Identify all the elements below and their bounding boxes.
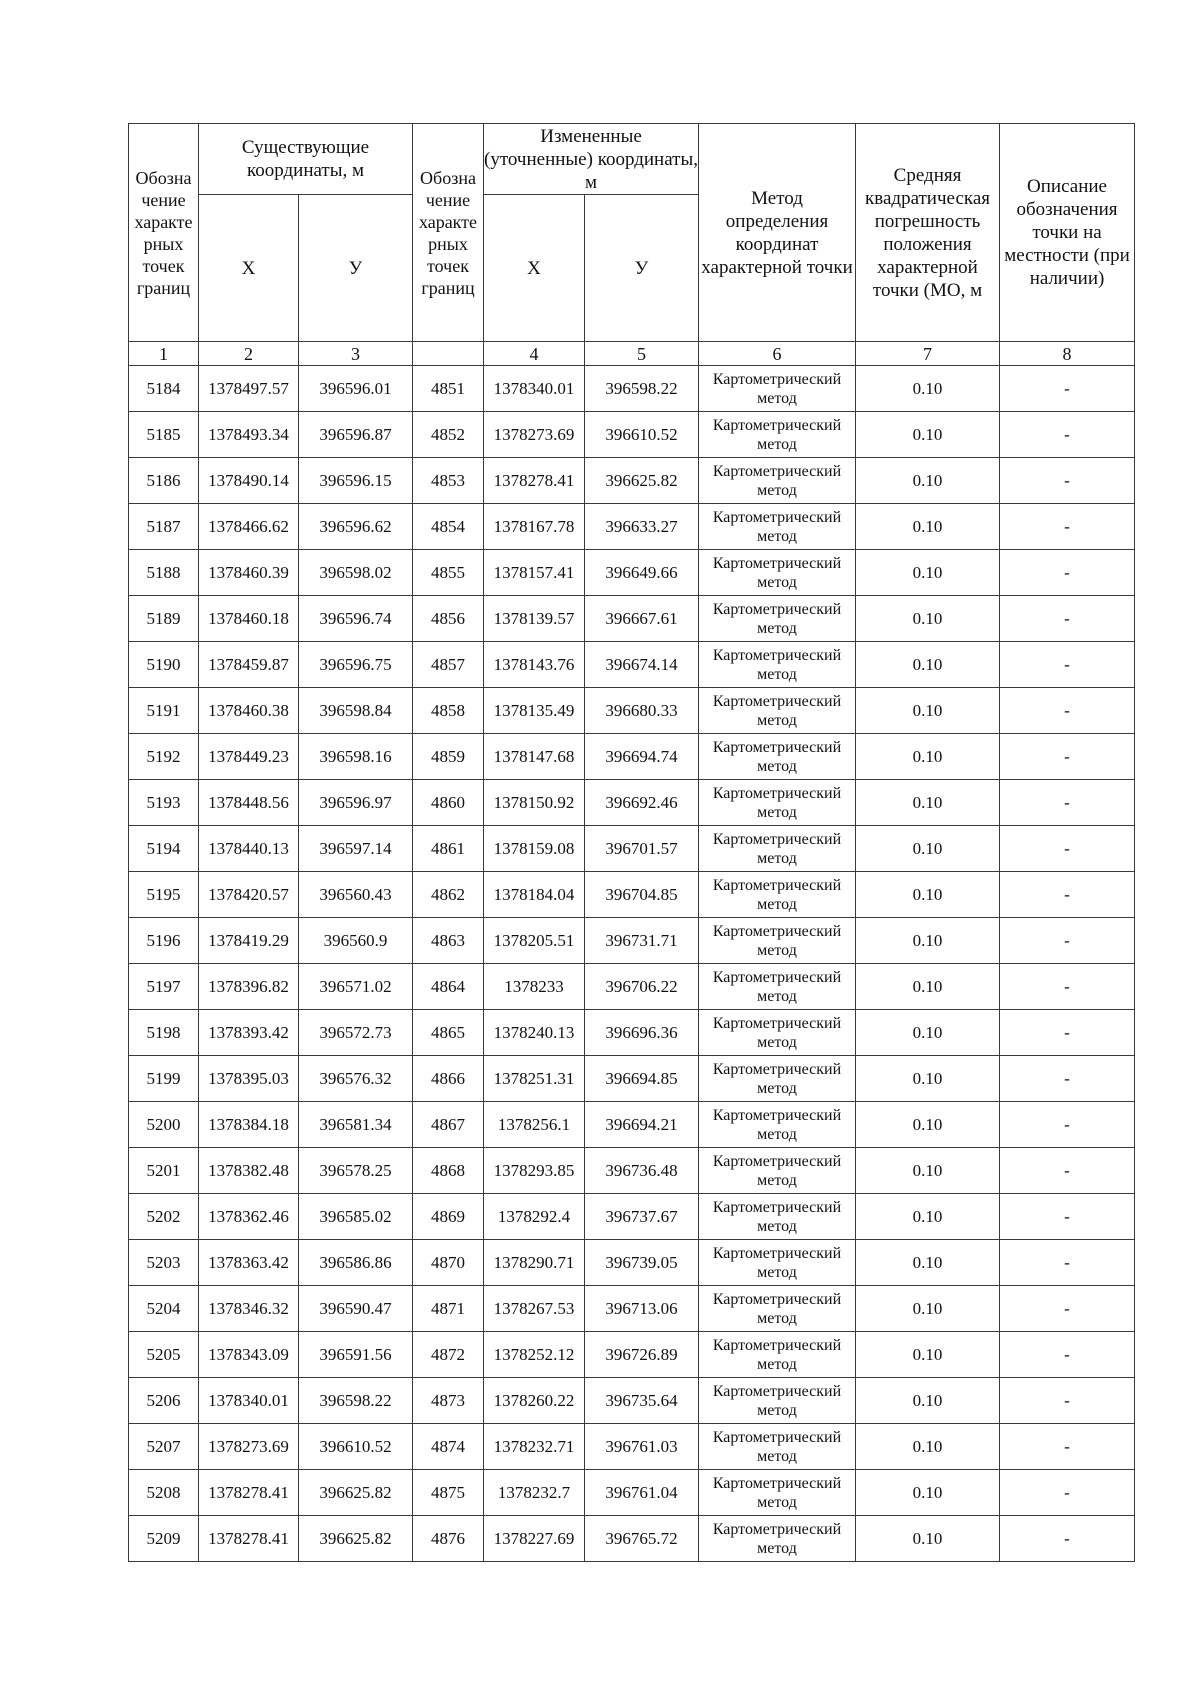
cell-point-id: 5186 [129, 458, 199, 504]
cell-changed-x: 1378232.7 [484, 1470, 585, 1516]
table-row [129, 596, 1135, 642]
cell-changed-x: 1378159.08 [484, 826, 585, 872]
cell-point-id-new: 4868 [413, 1148, 484, 1194]
cell-existing-y: 396598.16 [299, 734, 413, 780]
cell-existing-y: 396598.84 [299, 688, 413, 734]
cell-existing-y: 396596.62 [299, 504, 413, 550]
cell-method: Картометрический метод [699, 1194, 856, 1240]
cell-changed-x: 1378260.22 [484, 1378, 585, 1424]
cell-method: Картометрический метод [699, 1010, 856, 1056]
cell-changed-y: 396739.05 [585, 1240, 699, 1286]
header-changed-coords: Измененные (уточненные) координаты, м [484, 125, 698, 193]
cell-existing-y: 396590.47 [299, 1286, 413, 1332]
cell-method: Картометрический метод [699, 458, 856, 504]
cell-existing-y: 396560.9 [299, 918, 413, 964]
cell-existing-x: 1378346.32 [199, 1286, 299, 1332]
cell-point-id: 5192 [129, 734, 199, 780]
cell-method: Картометрический метод [699, 1286, 856, 1332]
cell-accuracy: 0.10 [856, 1470, 1000, 1516]
cell-description: - [1000, 1424, 1135, 1470]
cell-point-id: 5194 [129, 826, 199, 872]
cell-method: Картометрический метод [699, 1102, 856, 1148]
cell-point-id: 5201 [129, 1148, 199, 1194]
cell-changed-y: 396761.03 [585, 1424, 699, 1470]
cell-accuracy: 0.10 [856, 596, 1000, 642]
cell-existing-y: 396578.25 [299, 1148, 413, 1194]
cell-changed-x: 1378147.68 [484, 734, 585, 780]
cell-method: Картометрический метод [699, 1470, 856, 1516]
cell-point-id: 5209 [129, 1516, 199, 1562]
cell-method: Картометрический метод [699, 1148, 856, 1194]
cell-changed-y: 396610.52 [585, 412, 699, 458]
cell-existing-y: 396598.22 [299, 1378, 413, 1424]
cell-existing-y: 396585.02 [299, 1194, 413, 1240]
cell-point-id-new: 4870 [413, 1240, 484, 1286]
cell-description: - [1000, 918, 1135, 964]
cell-changed-x: 1378157.41 [484, 550, 585, 596]
cell-description: - [1000, 734, 1135, 780]
header-changed-x: Х [484, 195, 585, 342]
cell-existing-x: 1378420.57 [199, 872, 299, 918]
table-row [129, 1010, 1135, 1056]
cell-existing-x: 1378278.41 [199, 1516, 299, 1562]
table-row [129, 1056, 1135, 1102]
cell-changed-y: 396713.06 [585, 1286, 699, 1332]
table-row [129, 1424, 1135, 1470]
cell-changed-x: 1378252.12 [484, 1332, 585, 1378]
cell-accuracy: 0.10 [856, 1378, 1000, 1424]
cell-accuracy: 0.10 [856, 688, 1000, 734]
cell-description: - [1000, 1194, 1135, 1240]
cell-changed-x: 1378240.13 [484, 1010, 585, 1056]
cell-changed-x: 1378143.76 [484, 642, 585, 688]
cell-existing-x: 1378278.41 [199, 1470, 299, 1516]
cell-description: - [1000, 780, 1135, 826]
cell-point-id: 5202 [129, 1194, 199, 1240]
table-row [129, 688, 1135, 734]
cell-accuracy: 0.10 [856, 872, 1000, 918]
cell-description: - [1000, 412, 1135, 458]
cell-method: Картометрический метод [699, 918, 856, 964]
cell-accuracy: 0.10 [856, 458, 1000, 504]
table-row [129, 780, 1135, 826]
cell-point-id: 5196 [129, 918, 199, 964]
cell-existing-x: 1378340.01 [199, 1378, 299, 1424]
cell-changed-y: 396726.89 [585, 1332, 699, 1378]
table-row [129, 1194, 1135, 1240]
cell-existing-y: 396597.14 [299, 826, 413, 872]
header-changed-y: У [585, 195, 699, 342]
cell-existing-y: 396581.34 [299, 1102, 413, 1148]
cell-existing-x: 1378362.46 [199, 1194, 299, 1240]
cell-accuracy: 0.10 [856, 642, 1000, 688]
header-point-id: Обозна чение характе рных точек границ [129, 124, 199, 342]
cell-accuracy: 0.10 [856, 1148, 1000, 1194]
document-page [128, 123, 1134, 1562]
cell-existing-x: 1378440.13 [199, 826, 299, 872]
cell-point-id-new: 4859 [413, 734, 484, 780]
cell-point-id-new: 4858 [413, 688, 484, 734]
table-body [129, 366, 1135, 1562]
cell-point-id: 5208 [129, 1470, 199, 1516]
cell-accuracy: 0.10 [856, 1240, 1000, 1286]
cell-changed-y: 396735.64 [585, 1378, 699, 1424]
cell-changed-x: 1378167.78 [484, 504, 585, 550]
cell-method: Картометрический метод [699, 1424, 856, 1470]
cell-changed-x: 1378135.49 [484, 688, 585, 734]
cell-point-id: 5199 [129, 1056, 199, 1102]
column-number: 2 [199, 342, 299, 366]
table-row [129, 1332, 1135, 1378]
cell-existing-y: 396596.01 [299, 366, 413, 412]
cell-description: - [1000, 1010, 1135, 1056]
cell-description: - [1000, 550, 1135, 596]
cell-point-id-new: 4857 [413, 642, 484, 688]
cell-changed-x: 1378278.41 [484, 458, 585, 504]
cell-existing-x: 1378460.18 [199, 596, 299, 642]
cell-existing-x: 1378419.29 [199, 918, 299, 964]
cell-accuracy: 0.10 [856, 550, 1000, 596]
cell-point-id: 5207 [129, 1424, 199, 1470]
cell-description: - [1000, 872, 1135, 918]
cell-accuracy: 0.10 [856, 734, 1000, 780]
cell-accuracy: 0.10 [856, 780, 1000, 826]
cell-method: Картометрический метод [699, 826, 856, 872]
table-row [129, 1102, 1135, 1148]
table-row [129, 642, 1135, 688]
table-row [129, 1148, 1135, 1194]
cell-changed-x: 1378251.31 [484, 1056, 585, 1102]
cell-changed-x: 1378256.1 [484, 1102, 585, 1148]
header-existing-coords: Существующие координаты, м [199, 124, 413, 195]
cell-point-id-new: 4871 [413, 1286, 484, 1332]
cell-description: - [1000, 964, 1135, 1010]
cell-changed-y: 396704.85 [585, 872, 699, 918]
cell-point-id-new: 4852 [413, 412, 484, 458]
cell-existing-y: 396571.02 [299, 964, 413, 1010]
cell-point-id: 5190 [129, 642, 199, 688]
column-number: 7 [856, 342, 1000, 366]
column-number [413, 342, 484, 366]
cell-existing-y: 396586.86 [299, 1240, 413, 1286]
cell-changed-x: 1378293.85 [484, 1148, 585, 1194]
cell-method: Картометрический метод [699, 1378, 856, 1424]
cell-existing-x: 1378393.42 [199, 1010, 299, 1056]
cell-point-id-new: 4856 [413, 596, 484, 642]
cell-accuracy: 0.10 [856, 918, 1000, 964]
cell-changed-y: 396680.33 [585, 688, 699, 734]
table-row [129, 872, 1135, 918]
cell-existing-x: 1378363.42 [199, 1240, 299, 1286]
cell-point-id: 5188 [129, 550, 199, 596]
cell-changed-x: 1378139.57 [484, 596, 585, 642]
cell-point-id: 5195 [129, 872, 199, 918]
cell-changed-y: 396701.57 [585, 826, 699, 872]
table-row [129, 458, 1135, 504]
cell-accuracy: 0.10 [856, 964, 1000, 1010]
cell-point-id-new: 4865 [413, 1010, 484, 1056]
cell-changed-y: 396667.61 [585, 596, 699, 642]
cell-changed-x: 1378227.69 [484, 1516, 585, 1562]
header-description: Описание обозначения точки на местности (при наличии) [1000, 124, 1135, 342]
cell-accuracy: 0.10 [856, 1516, 1000, 1562]
cell-method: Картометрический метод [699, 596, 856, 642]
table-row [129, 918, 1135, 964]
cell-method: Картометрический метод [699, 734, 856, 780]
cell-changed-y: 396649.66 [585, 550, 699, 596]
cell-point-id: 5191 [129, 688, 199, 734]
cell-description: - [1000, 826, 1135, 872]
header-method: Метод определения координат характерной точки [699, 124, 856, 342]
cell-existing-x: 1378460.39 [199, 550, 299, 596]
cell-existing-x: 1378448.56 [199, 780, 299, 826]
cell-existing-y: 396625.82 [299, 1470, 413, 1516]
cell-existing-x: 1378396.82 [199, 964, 299, 1010]
cell-accuracy: 0.10 [856, 1010, 1000, 1056]
column-number: 3 [299, 342, 413, 366]
cell-changed-x: 1378184.04 [484, 872, 585, 918]
cell-point-id: 5185 [129, 412, 199, 458]
cell-accuracy: 0.10 [856, 826, 1000, 872]
cell-point-id: 5197 [129, 964, 199, 1010]
cell-method: Картометрический метод [699, 1056, 856, 1102]
cell-point-id-new: 4876 [413, 1516, 484, 1562]
table-row [129, 1378, 1135, 1424]
header-existing-y: У [299, 195, 413, 342]
cell-point-id-new: 4866 [413, 1056, 484, 1102]
cell-changed-y: 396731.71 [585, 918, 699, 964]
cell-existing-y: 396560.43 [299, 872, 413, 918]
cell-description: - [1000, 1378, 1135, 1424]
column-number: 1 [129, 342, 199, 366]
cell-existing-y: 396625.82 [299, 1516, 413, 1562]
cell-changed-y: 396692.46 [585, 780, 699, 826]
cell-point-id-new: 4863 [413, 918, 484, 964]
cell-point-id-new: 4864 [413, 964, 484, 1010]
coordinates-table [128, 123, 1135, 1562]
cell-accuracy: 0.10 [856, 366, 1000, 412]
cell-existing-y: 396610.52 [299, 1424, 413, 1470]
cell-accuracy: 0.10 [856, 1424, 1000, 1470]
cell-changed-x: 1378267.53 [484, 1286, 585, 1332]
table-row [129, 1286, 1135, 1332]
cell-method: Картометрический метод [699, 504, 856, 550]
table-row [129, 504, 1135, 550]
cell-method: Картометрический метод [699, 550, 856, 596]
cell-method: Картометрический метод [699, 872, 856, 918]
cell-point-id-new: 4867 [413, 1102, 484, 1148]
cell-point-id-new: 4853 [413, 458, 484, 504]
cell-method: Картометрический метод [699, 1332, 856, 1378]
header-accuracy: Средняя квадратическая погрешность положения характерной точки (МО, м [856, 124, 1000, 342]
cell-accuracy: 0.10 [856, 412, 1000, 458]
column-number: 8 [1000, 342, 1135, 366]
cell-point-id-new: 4862 [413, 872, 484, 918]
cell-point-id-new: 4860 [413, 780, 484, 826]
column-number: 5 [585, 342, 699, 366]
cell-changed-y: 396674.14 [585, 642, 699, 688]
cell-description: - [1000, 1056, 1135, 1102]
cell-point-id-new: 4872 [413, 1332, 484, 1378]
cell-changed-y: 396696.36 [585, 1010, 699, 1056]
cell-method: Картометрический метод [699, 964, 856, 1010]
table-row [129, 734, 1135, 780]
cell-existing-x: 1378343.09 [199, 1332, 299, 1378]
cell-existing-x: 1378490.14 [199, 458, 299, 504]
cell-point-id-new: 4875 [413, 1470, 484, 1516]
cell-existing-y: 396576.32 [299, 1056, 413, 1102]
cell-existing-x: 1378395.03 [199, 1056, 299, 1102]
cell-changed-y: 396694.21 [585, 1102, 699, 1148]
cell-changed-y: 396694.74 [585, 734, 699, 780]
cell-description: - [1000, 366, 1135, 412]
cell-changed-y: 396737.67 [585, 1194, 699, 1240]
cell-method: Картометрический метод [699, 780, 856, 826]
table-row [129, 1470, 1135, 1516]
cell-accuracy: 0.10 [856, 1102, 1000, 1148]
cell-existing-y: 396598.02 [299, 550, 413, 596]
cell-description: - [1000, 1332, 1135, 1378]
cell-changed-x: 1378340.01 [484, 366, 585, 412]
cell-point-id: 5204 [129, 1286, 199, 1332]
cell-existing-x: 1378497.57 [199, 366, 299, 412]
header-point-id-new: Обозна чение характе рных точек границ [413, 124, 484, 342]
cell-point-id: 5200 [129, 1102, 199, 1148]
cell-changed-y: 396625.82 [585, 458, 699, 504]
cell-existing-x: 1378273.69 [199, 1424, 299, 1470]
cell-changed-y: 396761.04 [585, 1470, 699, 1516]
cell-point-id-new: 4873 [413, 1378, 484, 1424]
cell-existing-x: 1378466.62 [199, 504, 299, 550]
cell-description: - [1000, 458, 1135, 504]
cell-point-id: 5187 [129, 504, 199, 550]
cell-existing-x: 1378382.48 [199, 1148, 299, 1194]
cell-accuracy: 0.10 [856, 1056, 1000, 1102]
column-numbers-row [129, 342, 1135, 366]
cell-changed-y: 396694.85 [585, 1056, 699, 1102]
table-row [129, 826, 1135, 872]
cell-point-id: 5206 [129, 1378, 199, 1424]
cell-point-id-new: 4861 [413, 826, 484, 872]
cell-existing-x: 1378449.23 [199, 734, 299, 780]
cell-method: Картометрический метод [699, 642, 856, 688]
cell-existing-y: 396596.87 [299, 412, 413, 458]
column-number: 4 [484, 342, 585, 366]
cell-point-id-new: 4869 [413, 1194, 484, 1240]
cell-existing-y: 396596.74 [299, 596, 413, 642]
cell-method: Картометрический метод [699, 1240, 856, 1286]
cell-existing-x: 1378459.87 [199, 642, 299, 688]
cell-method: Картометрический метод [699, 366, 856, 412]
table-row [129, 1240, 1135, 1286]
cell-accuracy: 0.10 [856, 1332, 1000, 1378]
table-row [129, 550, 1135, 596]
cell-description: - [1000, 688, 1135, 734]
cell-point-id: 5193 [129, 780, 199, 826]
cell-point-id: 5205 [129, 1332, 199, 1378]
cell-changed-x: 1378292.4 [484, 1194, 585, 1240]
cell-description: - [1000, 504, 1135, 550]
cell-point-id-new: 4855 [413, 550, 484, 596]
table-row [129, 1516, 1135, 1562]
cell-changed-x: 1378273.69 [484, 412, 585, 458]
table-row [129, 964, 1135, 1010]
cell-point-id-new: 4851 [413, 366, 484, 412]
cell-changed-y: 396736.48 [585, 1148, 699, 1194]
cell-description: - [1000, 1148, 1135, 1194]
cell-existing-y: 396596.15 [299, 458, 413, 504]
cell-point-id: 5184 [129, 366, 199, 412]
cell-changed-y: 396765.72 [585, 1516, 699, 1562]
cell-description: - [1000, 1240, 1135, 1286]
cell-method: Картометрический метод [699, 412, 856, 458]
cell-changed-x: 1378205.51 [484, 918, 585, 964]
cell-existing-y: 396572.73 [299, 1010, 413, 1056]
cell-accuracy: 0.10 [856, 504, 1000, 550]
cell-description: - [1000, 1102, 1135, 1148]
cell-accuracy: 0.10 [856, 1286, 1000, 1332]
column-number: 6 [699, 342, 856, 366]
cell-changed-x: 1378150.92 [484, 780, 585, 826]
cell-existing-x: 1378384.18 [199, 1102, 299, 1148]
cell-changed-y: 396706.22 [585, 964, 699, 1010]
cell-changed-y: 396598.22 [585, 366, 699, 412]
table-row [129, 412, 1135, 458]
cell-changed-y: 396633.27 [585, 504, 699, 550]
cell-description: - [1000, 1470, 1135, 1516]
cell-existing-x: 1378493.34 [199, 412, 299, 458]
cell-accuracy: 0.10 [856, 1194, 1000, 1240]
cell-existing-y: 396596.75 [299, 642, 413, 688]
cell-method: Картометрический метод [699, 688, 856, 734]
table-row [129, 366, 1135, 412]
cell-point-id: 5203 [129, 1240, 199, 1286]
cell-description: - [1000, 1286, 1135, 1332]
cell-point-id-new: 4854 [413, 504, 484, 550]
cell-existing-y: 396591.56 [299, 1332, 413, 1378]
cell-description: - [1000, 596, 1135, 642]
cell-method: Картометрический метод [699, 1516, 856, 1562]
cell-changed-x: 1378290.71 [484, 1240, 585, 1286]
cell-existing-y: 396596.97 [299, 780, 413, 826]
cell-changed-x: 1378233 [484, 964, 585, 1010]
cell-point-id: 5189 [129, 596, 199, 642]
header-existing-x: Х [199, 195, 299, 342]
cell-point-id-new: 4874 [413, 1424, 484, 1470]
cell-description: - [1000, 642, 1135, 688]
cell-point-id: 5198 [129, 1010, 199, 1056]
cell-existing-x: 1378460.38 [199, 688, 299, 734]
cell-changed-x: 1378232.71 [484, 1424, 585, 1470]
cell-description: - [1000, 1516, 1135, 1562]
